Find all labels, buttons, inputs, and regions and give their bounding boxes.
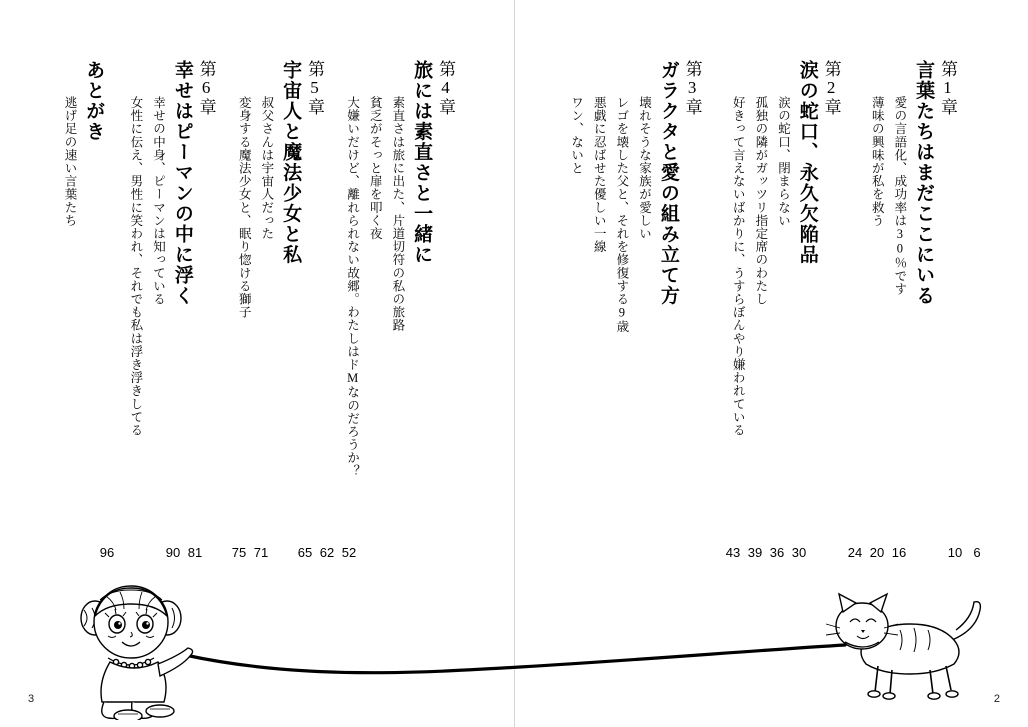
afterword-title: あとがき: [83, 60, 105, 142]
page-number: 16: [891, 544, 907, 560]
subsection-list: [723, 60, 791, 530]
subsection-item[interactable]: 女性に伝え、男性に笑われ、それでも私は浮き浮きしてる: [128, 96, 143, 437]
page-number: 20: [869, 544, 885, 560]
subsection-list: [862, 60, 907, 530]
chapter-title: ガラクタと愛の組み立て方: [657, 60, 679, 306]
folio-left: 3: [28, 693, 35, 705]
chapter-label: 第4章: [436, 60, 455, 116]
chapter-label: 第6章: [196, 60, 216, 116]
subsection-item[interactable]: レゴを壊した父と、それを修復する9歳: [614, 96, 629, 334]
subsection-item[interactable]: 好きって言えないばかりに、うすらぼんやり嫌われている: [731, 96, 746, 437]
subsection-item[interactable]: 愛の言語化、成功率は30％です: [892, 96, 907, 296]
chapter-title: 言葉たちはまだここにいる: [913, 60, 935, 306]
subsection-item[interactable]: 素直さは旅に出た、片道切符の私の旅路: [390, 96, 405, 332]
toc-entry-afterword[interactable]: [54, 60, 106, 530]
chapter-label: 第2章: [821, 60, 841, 116]
toc-entry[interactable]: [120, 60, 214, 530]
subsection-list: [54, 60, 77, 530]
page-number: 30: [791, 544, 807, 560]
page-number: 81: [187, 544, 203, 560]
subsection-list: [120, 60, 165, 530]
page-number: 24: [847, 544, 863, 560]
toc-entry[interactable]: [337, 60, 454, 530]
subsection-item[interactable]: 貧乏がそっと扉を叩く夜: [368, 96, 383, 241]
subsection-item[interactable]: 大嫌いだけど、離れられない故郷。わたしはドMなのだろうか？: [345, 96, 360, 478]
toc-entry[interactable]: [229, 60, 323, 530]
chapter-label: 第5章: [305, 60, 325, 116]
page-number: 62: [319, 544, 335, 560]
subsection-item[interactable]: 涙の蛇口、閉まらない: [776, 96, 791, 227]
page-number: 65: [297, 544, 313, 560]
chapter-title: 旅には素直さと一緒に: [411, 60, 433, 265]
page-number-row-right: [722, 543, 988, 561]
toc-list-left: [40, 60, 454, 530]
toc-list-right: [554, 60, 956, 530]
page-number: 43: [725, 544, 741, 560]
page-number: 39: [747, 544, 763, 560]
chapter-title: 宇宙人と魔法少女と私: [280, 60, 302, 265]
page-number-row-left: [96, 543, 360, 561]
subsection-item[interactable]: 変身する魔法少女と、眠り惚ける獅子: [237, 96, 252, 319]
subsection-item[interactable]: 逃げ足の速い言葉たち: [63, 96, 78, 227]
page-number: 36: [769, 544, 785, 560]
subsection-list: [561, 60, 652, 530]
subsection-item[interactable]: ワン、ないと: [569, 96, 584, 175]
subsection-item[interactable]: 孤独の隣がガッツリ指定席のわたし: [753, 96, 768, 306]
subsection-list: [229, 60, 274, 530]
subsection-item[interactable]: 壊れそうな家族が愛しい: [637, 96, 652, 241]
toc-entry[interactable]: [723, 60, 840, 530]
page-number: 71: [253, 544, 269, 560]
subsection-item[interactable]: 叔父さんは宇宙人だった: [259, 96, 274, 241]
subsection-list: [337, 60, 405, 530]
subsection-item[interactable]: 薄味の興味が私を救う: [870, 96, 885, 227]
page-number: 6: [973, 544, 981, 560]
folio-right: 2: [993, 693, 1000, 705]
toc-entry[interactable]: [862, 60, 956, 530]
subsection-item[interactable]: 悪戯に忍ばせた優しい一線: [592, 96, 607, 254]
chapter-title: 幸せはピーマンの中に浮く: [171, 60, 193, 306]
page-number: 10: [947, 544, 963, 560]
page-number: 52: [341, 544, 357, 560]
page-number: 75: [231, 544, 247, 560]
chapter-label: 第1章: [938, 60, 957, 116]
right-page: [514, 0, 1028, 727]
subsection-item[interactable]: 幸せの中身、ピーマンは知っている: [151, 96, 166, 306]
page-number: 90: [165, 544, 181, 560]
page-number: 96: [99, 544, 115, 560]
chapter-label: 第3章: [682, 60, 702, 116]
toc-entry[interactable]: [561, 60, 701, 530]
chapter-title: 涙の蛇口、永久欠陥品: [796, 60, 818, 265]
